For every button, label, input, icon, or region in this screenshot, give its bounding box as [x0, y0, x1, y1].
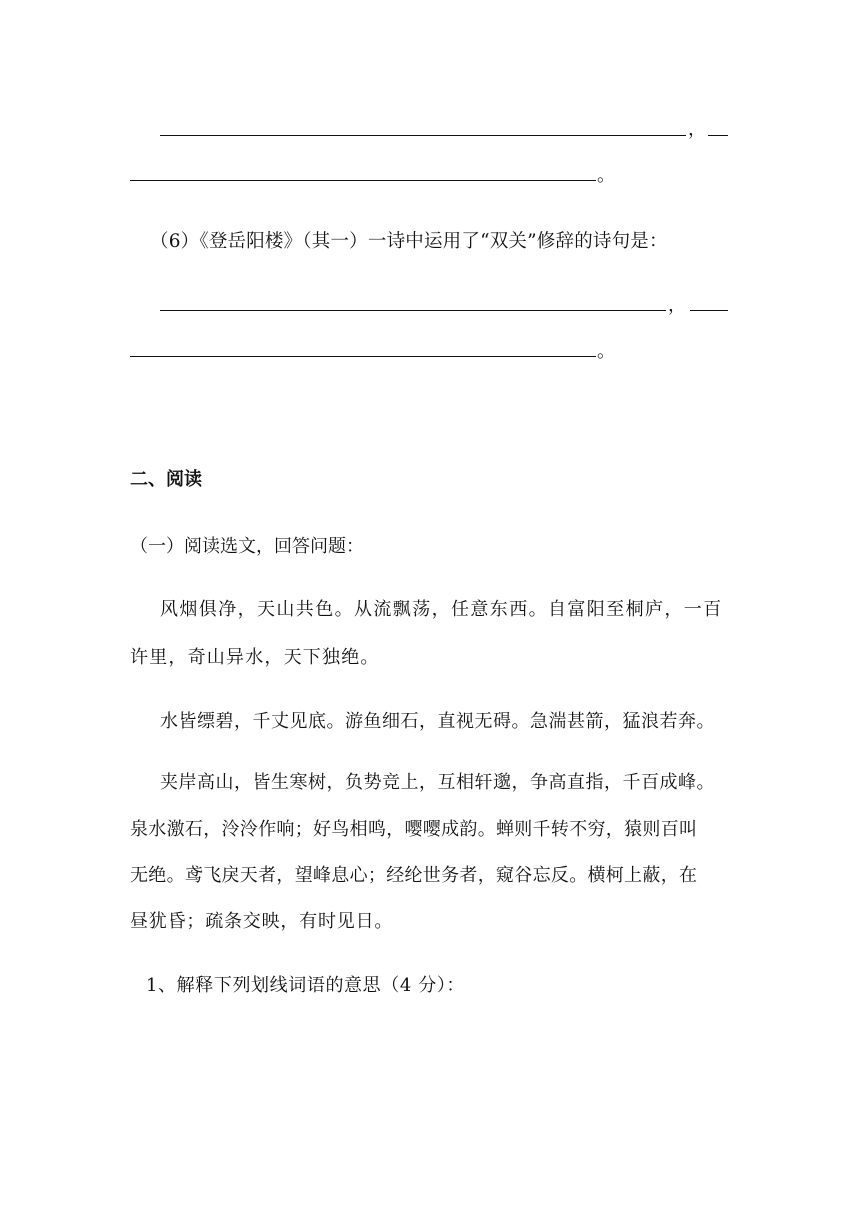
- passage-para3-line1: 夹岸高山，皆生寒树，负势竞上，互相轩邈，争高直指，千百成峰。: [160, 772, 715, 793]
- answer-blank-q5-line1-tail[interactable]: [708, 135, 728, 136]
- passage-para2-line1: 水皆缥碧，千丈见底。游鱼细石，直视无碍。急湍甚箭，猛浪若奔。: [160, 711, 715, 732]
- reading-instruction: （一）阅读选文，回答问题：: [130, 536, 364, 557]
- passage-para3-line3: 无绝。鸢飞戾天者，望峰息心；经纶世务者，窥谷忘反。横柯上蔽，在: [130, 865, 698, 886]
- q5-period: 。: [597, 165, 615, 186]
- passage-para1-line2: 许里，奇山异水，天下独绝。: [130, 647, 380, 668]
- q6-comma: ，: [668, 295, 686, 316]
- q5-comma: ，: [688, 119, 706, 140]
- passage-para3-line2: 泉水激石，泠泠作响；好鸟相鸣，嘤嘤成韵。蝉则千转不穷，猿则百叫: [130, 819, 698, 840]
- answer-blank-q5-line2[interactable]: [130, 180, 596, 181]
- answer-blank-q6-line1[interactable]: [160, 310, 666, 311]
- answer-blank-q6-line2[interactable]: [130, 356, 596, 357]
- reading-question-1: 1、解释下列划线词语的意思（4 分）：: [146, 975, 466, 996]
- passage-para1-line1: 风烟俱净，天山共色。从流飘荡，任意东西。自富阳至桐庐，一百: [160, 599, 723, 620]
- answer-blank-q5-line1[interactable]: [160, 135, 686, 136]
- question-6-prompt: （6）《登岳阳楼》（其一）一诗中运用了“双关”修辞的诗句是：: [150, 231, 668, 252]
- q6-period: 。: [597, 341, 615, 362]
- answer-blank-q6-line1-tail[interactable]: [690, 310, 728, 311]
- section-title: 二、阅读: [130, 469, 202, 490]
- passage-para3-line4: 昼犹昏；疏条交映，有时见日。: [130, 911, 394, 932]
